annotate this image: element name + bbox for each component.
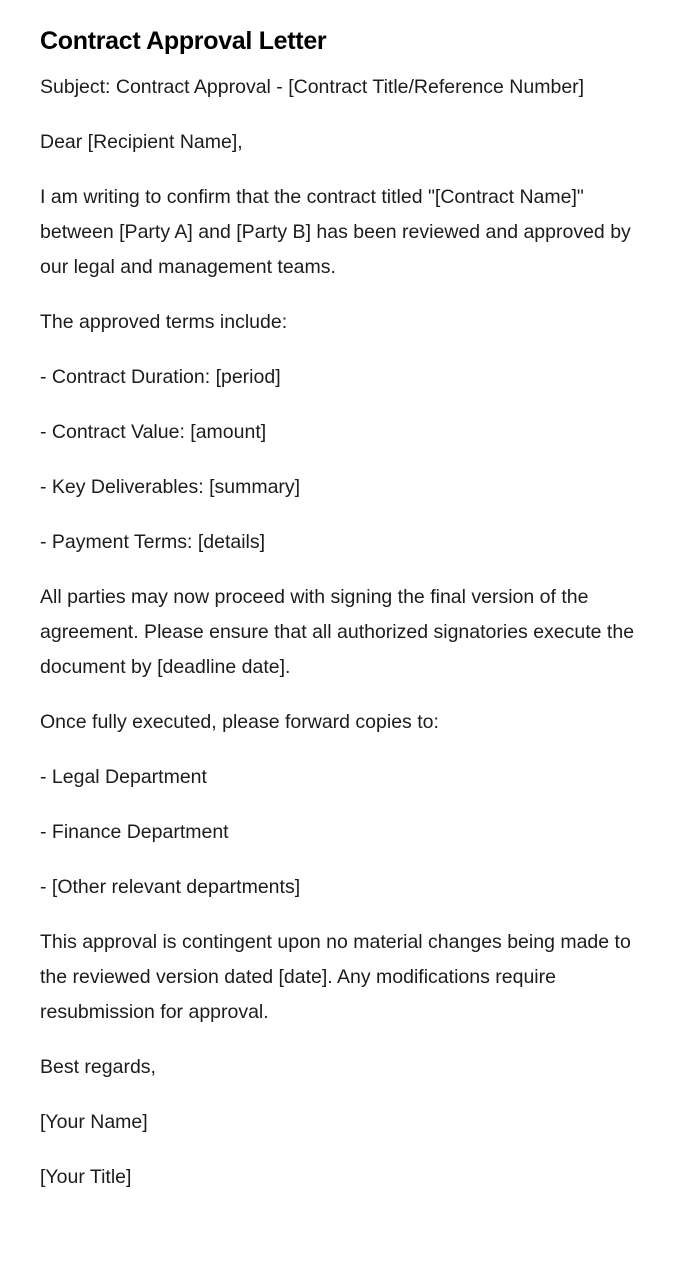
signer-title: [Your Title] (40, 1166, 132, 1188)
contingency-paragraph: This approval is contingent upon no material changes being made to the reviewed version dated [date]. Any modifications require resubmission for approval. (40, 931, 631, 1023)
department-item-legal: - Legal Department (40, 766, 207, 788)
salutation: Dear [Recipient Name], (40, 131, 243, 153)
term-item-deliverables: - Key Deliverables: [summary] (40, 476, 301, 498)
department-item-other: - [Other relevant departments] (40, 876, 301, 898)
closing: Best regards, (40, 1056, 156, 1078)
signer-name: [Your Name] (40, 1111, 148, 1133)
signing-paragraph: All parties may now proceed with signing the final version of the agreement. Please ensure that all authorized signatories execute the document by [deadline date]. (40, 586, 635, 678)
term-item-duration: - Contract Duration: [period] (40, 366, 281, 388)
term-item-value: - Contract Value: [amount] (40, 421, 267, 443)
forward-copies-heading: Once fully executed, please forward copies to: (40, 711, 439, 733)
department-item-finance: - Finance Department (40, 821, 229, 843)
term-item-payment: - Payment Terms: [details] (40, 531, 266, 553)
intro-paragraph: I am writing to confirm that the contract titled "[Contract Name]" between [Party A] and [Party B] has been reviewed and approved by our legal and management teams. (40, 186, 631, 278)
letter-document (40, 22, 640, 1215)
terms-heading: The approved terms include: (40, 311, 288, 333)
subject-line: Subject: Contract Approval - [Contract Title/Reference Number] (40, 76, 585, 98)
letter-title: Contract Approval Letter (40, 27, 327, 55)
